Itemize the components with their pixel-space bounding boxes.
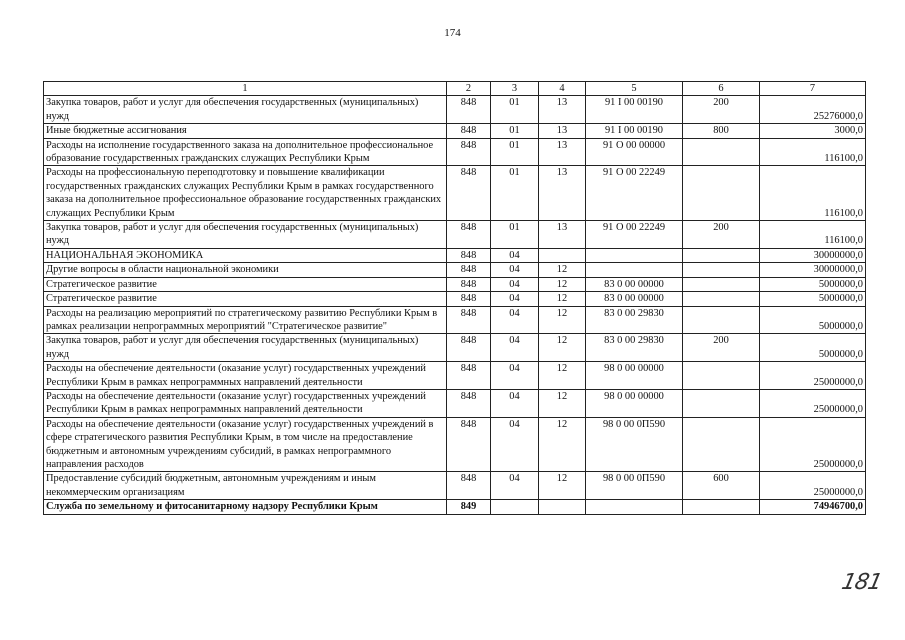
subsection-cell: 12 bbox=[539, 389, 586, 417]
section-cell bbox=[491, 500, 539, 514]
target-article-cell: 83 0 00 00000 bbox=[586, 277, 683, 291]
section-cell: 01 bbox=[491, 138, 539, 166]
subsection-cell: 13 bbox=[539, 166, 586, 221]
header-cell: 2 bbox=[447, 82, 491, 96]
target-article-cell: 98 0 00 00000 bbox=[586, 389, 683, 417]
section-cell: 04 bbox=[491, 277, 539, 291]
department-code-cell: 848 bbox=[447, 248, 491, 262]
department-code-cell: 848 bbox=[447, 124, 491, 138]
expense-type-cell: 800 bbox=[683, 124, 760, 138]
table-row bbox=[44, 472, 866, 500]
amount-cell: 5000000,0 bbox=[760, 306, 866, 334]
expense-type-cell bbox=[683, 248, 760, 262]
expense-type-cell: 200 bbox=[683, 96, 760, 124]
row-name-cell: Стратегическое развитие bbox=[44, 277, 447, 291]
subsection-cell: 12 bbox=[539, 362, 586, 390]
row-name-cell: Закупка товаров, работ и услуг для обеспечения государственных (муниципальных) нужд bbox=[44, 334, 447, 362]
amount-cell: 25000000,0 bbox=[760, 389, 866, 417]
section-cell: 04 bbox=[491, 263, 539, 277]
subsection-cell: 12 bbox=[539, 417, 586, 472]
header-row bbox=[44, 82, 866, 96]
target-article-cell: 98 0 00 0П590 bbox=[586, 417, 683, 472]
table-row bbox=[44, 221, 866, 249]
table-row bbox=[44, 248, 866, 262]
table-row bbox=[44, 500, 866, 514]
amount-cell: 30000000,0 bbox=[760, 263, 866, 277]
amount-cell: 5000000,0 bbox=[760, 334, 866, 362]
section-cell: 01 bbox=[491, 166, 539, 221]
subsection-cell: 12 bbox=[539, 292, 586, 306]
subsection-cell: 13 bbox=[539, 96, 586, 124]
section-cell: 04 bbox=[491, 334, 539, 362]
row-name-cell: Расходы на обеспечение деятельности (оказание услуг) государственных учреждений в сфере стратегического развития Республики Крым, в том числе на предоставление бюджетным и автономным учреждениям субсидий, в рамках непрограммного направления расходов bbox=[44, 417, 447, 472]
department-code-cell: 848 bbox=[447, 472, 491, 500]
section-cell: 04 bbox=[491, 389, 539, 417]
subsection-cell bbox=[539, 248, 586, 262]
target-article-cell: 91 I 00 00190 bbox=[586, 96, 683, 124]
row-name-cell: Служба по земельному и фитосанитарному надзору Республики Крым bbox=[44, 500, 447, 514]
department-code-cell: 848 bbox=[447, 166, 491, 221]
row-name-cell: Закупка товаров, работ и услуг для обеспечения государственных (муниципальных) нужд bbox=[44, 221, 447, 249]
row-name-cell: НАЦИОНАЛЬНАЯ ЭКОНОМИКА bbox=[44, 248, 447, 262]
section-cell: 04 bbox=[491, 472, 539, 500]
department-code-cell: 848 bbox=[447, 334, 491, 362]
table-row bbox=[44, 334, 866, 362]
department-code-cell: 848 bbox=[447, 138, 491, 166]
target-article-cell bbox=[586, 263, 683, 277]
subsection-cell: 13 bbox=[539, 221, 586, 249]
header-cell: 3 bbox=[491, 82, 539, 96]
target-article-cell: 91 О 00 22249 bbox=[586, 166, 683, 221]
target-article-cell: 91 О 00 22249 bbox=[586, 221, 683, 249]
expense-type-cell: 200 bbox=[683, 221, 760, 249]
header-cell: 1 bbox=[44, 82, 447, 96]
row-name-cell: Расходы на реализацию мероприятий по стратегическому развитию Республики Крым в рамках реализации непрограммных мероприятий "Стратегическое развитие" bbox=[44, 306, 447, 334]
budget-table bbox=[43, 81, 866, 515]
department-code-cell: 849 bbox=[447, 500, 491, 514]
row-name-cell: Расходы на профессиональную переподготовку и повышение квалификации государственных гражданских служащих Республики Крым в рамках государственного заказа на дополнительное профессиональное образование государственных гражданских служащих Республики Крым bbox=[44, 166, 447, 221]
amount-cell: 116100,0 bbox=[760, 138, 866, 166]
amount-cell: 25000000,0 bbox=[760, 417, 866, 472]
section-cell: 04 bbox=[491, 362, 539, 390]
section-cell: 01 bbox=[491, 124, 539, 138]
amount-cell: 3000,0 bbox=[760, 124, 866, 138]
expense-type-cell: 200 bbox=[683, 334, 760, 362]
table-row bbox=[44, 96, 866, 124]
row-name-cell: Другие вопросы в области национальной экономики bbox=[44, 263, 447, 277]
target-article-cell: 98 0 00 00000 bbox=[586, 362, 683, 390]
expense-type-cell bbox=[683, 306, 760, 334]
section-cell: 04 bbox=[491, 248, 539, 262]
header-cell: 5 bbox=[586, 82, 683, 96]
target-article-cell bbox=[586, 500, 683, 514]
handwritten-page-number: 181 bbox=[839, 570, 884, 595]
target-article-cell bbox=[586, 248, 683, 262]
row-name-cell: Расходы на обеспечение деятельности (оказание услуг) государственных учреждений Республики Крым в рамках непрограммных направлений деятельности bbox=[44, 362, 447, 390]
amount-cell: 5000000,0 bbox=[760, 277, 866, 291]
table-row bbox=[44, 417, 866, 472]
table-row bbox=[44, 306, 866, 334]
amount-cell: 116100,0 bbox=[760, 221, 866, 249]
header-cell: 7 bbox=[760, 82, 866, 96]
section-cell: 04 bbox=[491, 306, 539, 334]
expense-type-cell bbox=[683, 362, 760, 390]
department-code-cell: 848 bbox=[447, 362, 491, 390]
department-code-cell: 848 bbox=[447, 306, 491, 334]
target-article-cell: 98 0 00 0П590 bbox=[586, 472, 683, 500]
row-name-cell: Закупка товаров, работ и услуг для обеспечения государственных (муниципальных) нужд bbox=[44, 96, 447, 124]
target-article-cell: 83 0 00 29830 bbox=[586, 306, 683, 334]
table-row bbox=[44, 292, 866, 306]
amount-cell: 25276000,0 bbox=[760, 96, 866, 124]
department-code-cell: 848 bbox=[447, 417, 491, 472]
subsection-cell: 13 bbox=[539, 138, 586, 166]
row-name-cell: Стратегическое развитие bbox=[44, 292, 447, 306]
expense-type-cell bbox=[683, 277, 760, 291]
expense-type-cell bbox=[683, 138, 760, 166]
expense-type-cell bbox=[683, 166, 760, 221]
subsection-cell: 12 bbox=[539, 263, 586, 277]
expense-type-cell bbox=[683, 500, 760, 514]
table-row bbox=[44, 124, 866, 138]
target-article-cell: 91 I 00 00190 bbox=[586, 124, 683, 138]
department-code-cell: 848 bbox=[447, 292, 491, 306]
subsection-cell: 12 bbox=[539, 277, 586, 291]
expense-type-cell bbox=[683, 389, 760, 417]
expense-type-cell bbox=[683, 292, 760, 306]
target-article-cell: 83 0 00 00000 bbox=[586, 292, 683, 306]
row-name-cell: Расходы на обеспечение деятельности (оказание услуг) государственных учреждений Республики Крым в рамках непрограммных направлений деятельности bbox=[44, 389, 447, 417]
department-code-cell: 848 bbox=[447, 96, 491, 124]
row-name-cell: Расходы на исполнение государственного заказа на дополнительное профессиональное образование государственных гражданских служащих Республики Крым bbox=[44, 138, 447, 166]
section-cell: 01 bbox=[491, 221, 539, 249]
section-cell: 01 bbox=[491, 96, 539, 124]
header-cell: 4 bbox=[539, 82, 586, 96]
expense-type-cell: 600 bbox=[683, 472, 760, 500]
table-row bbox=[44, 277, 866, 291]
expense-type-cell bbox=[683, 263, 760, 277]
department-code-cell: 848 bbox=[447, 221, 491, 249]
target-article-cell: 91 О 00 00000 bbox=[586, 138, 683, 166]
expense-type-cell bbox=[683, 417, 760, 472]
amount-cell: 74946700,0 bbox=[760, 500, 866, 514]
amount-cell: 25000000,0 bbox=[760, 472, 866, 500]
amount-cell: 25000000,0 bbox=[760, 362, 866, 390]
subsection-cell: 12 bbox=[539, 334, 586, 362]
department-code-cell: 848 bbox=[447, 277, 491, 291]
page-number: 174 bbox=[444, 27, 461, 39]
table-row bbox=[44, 263, 866, 277]
section-cell: 04 bbox=[491, 417, 539, 472]
subsection-cell: 12 bbox=[539, 306, 586, 334]
section-cell: 04 bbox=[491, 292, 539, 306]
target-article-cell: 83 0 00 29830 bbox=[586, 334, 683, 362]
row-name-cell: Иные бюджетные ассигнования bbox=[44, 124, 447, 138]
subsection-cell: 13 bbox=[539, 124, 586, 138]
amount-cell: 5000000,0 bbox=[760, 292, 866, 306]
table-row bbox=[44, 389, 866, 417]
amount-cell: 116100,0 bbox=[760, 166, 866, 221]
subsection-cell bbox=[539, 500, 586, 514]
department-code-cell: 848 bbox=[447, 263, 491, 277]
table-row bbox=[44, 362, 866, 390]
department-code-cell: 848 bbox=[447, 389, 491, 417]
table-row bbox=[44, 138, 866, 166]
subsection-cell: 12 bbox=[539, 472, 586, 500]
amount-cell: 30000000,0 bbox=[760, 248, 866, 262]
row-name-cell: Предоставление субсидий бюджетным, автономным учреждениям и иным некоммерческим организациям bbox=[44, 472, 447, 500]
header-cell: 6 bbox=[683, 82, 760, 96]
table-row bbox=[44, 166, 866, 221]
